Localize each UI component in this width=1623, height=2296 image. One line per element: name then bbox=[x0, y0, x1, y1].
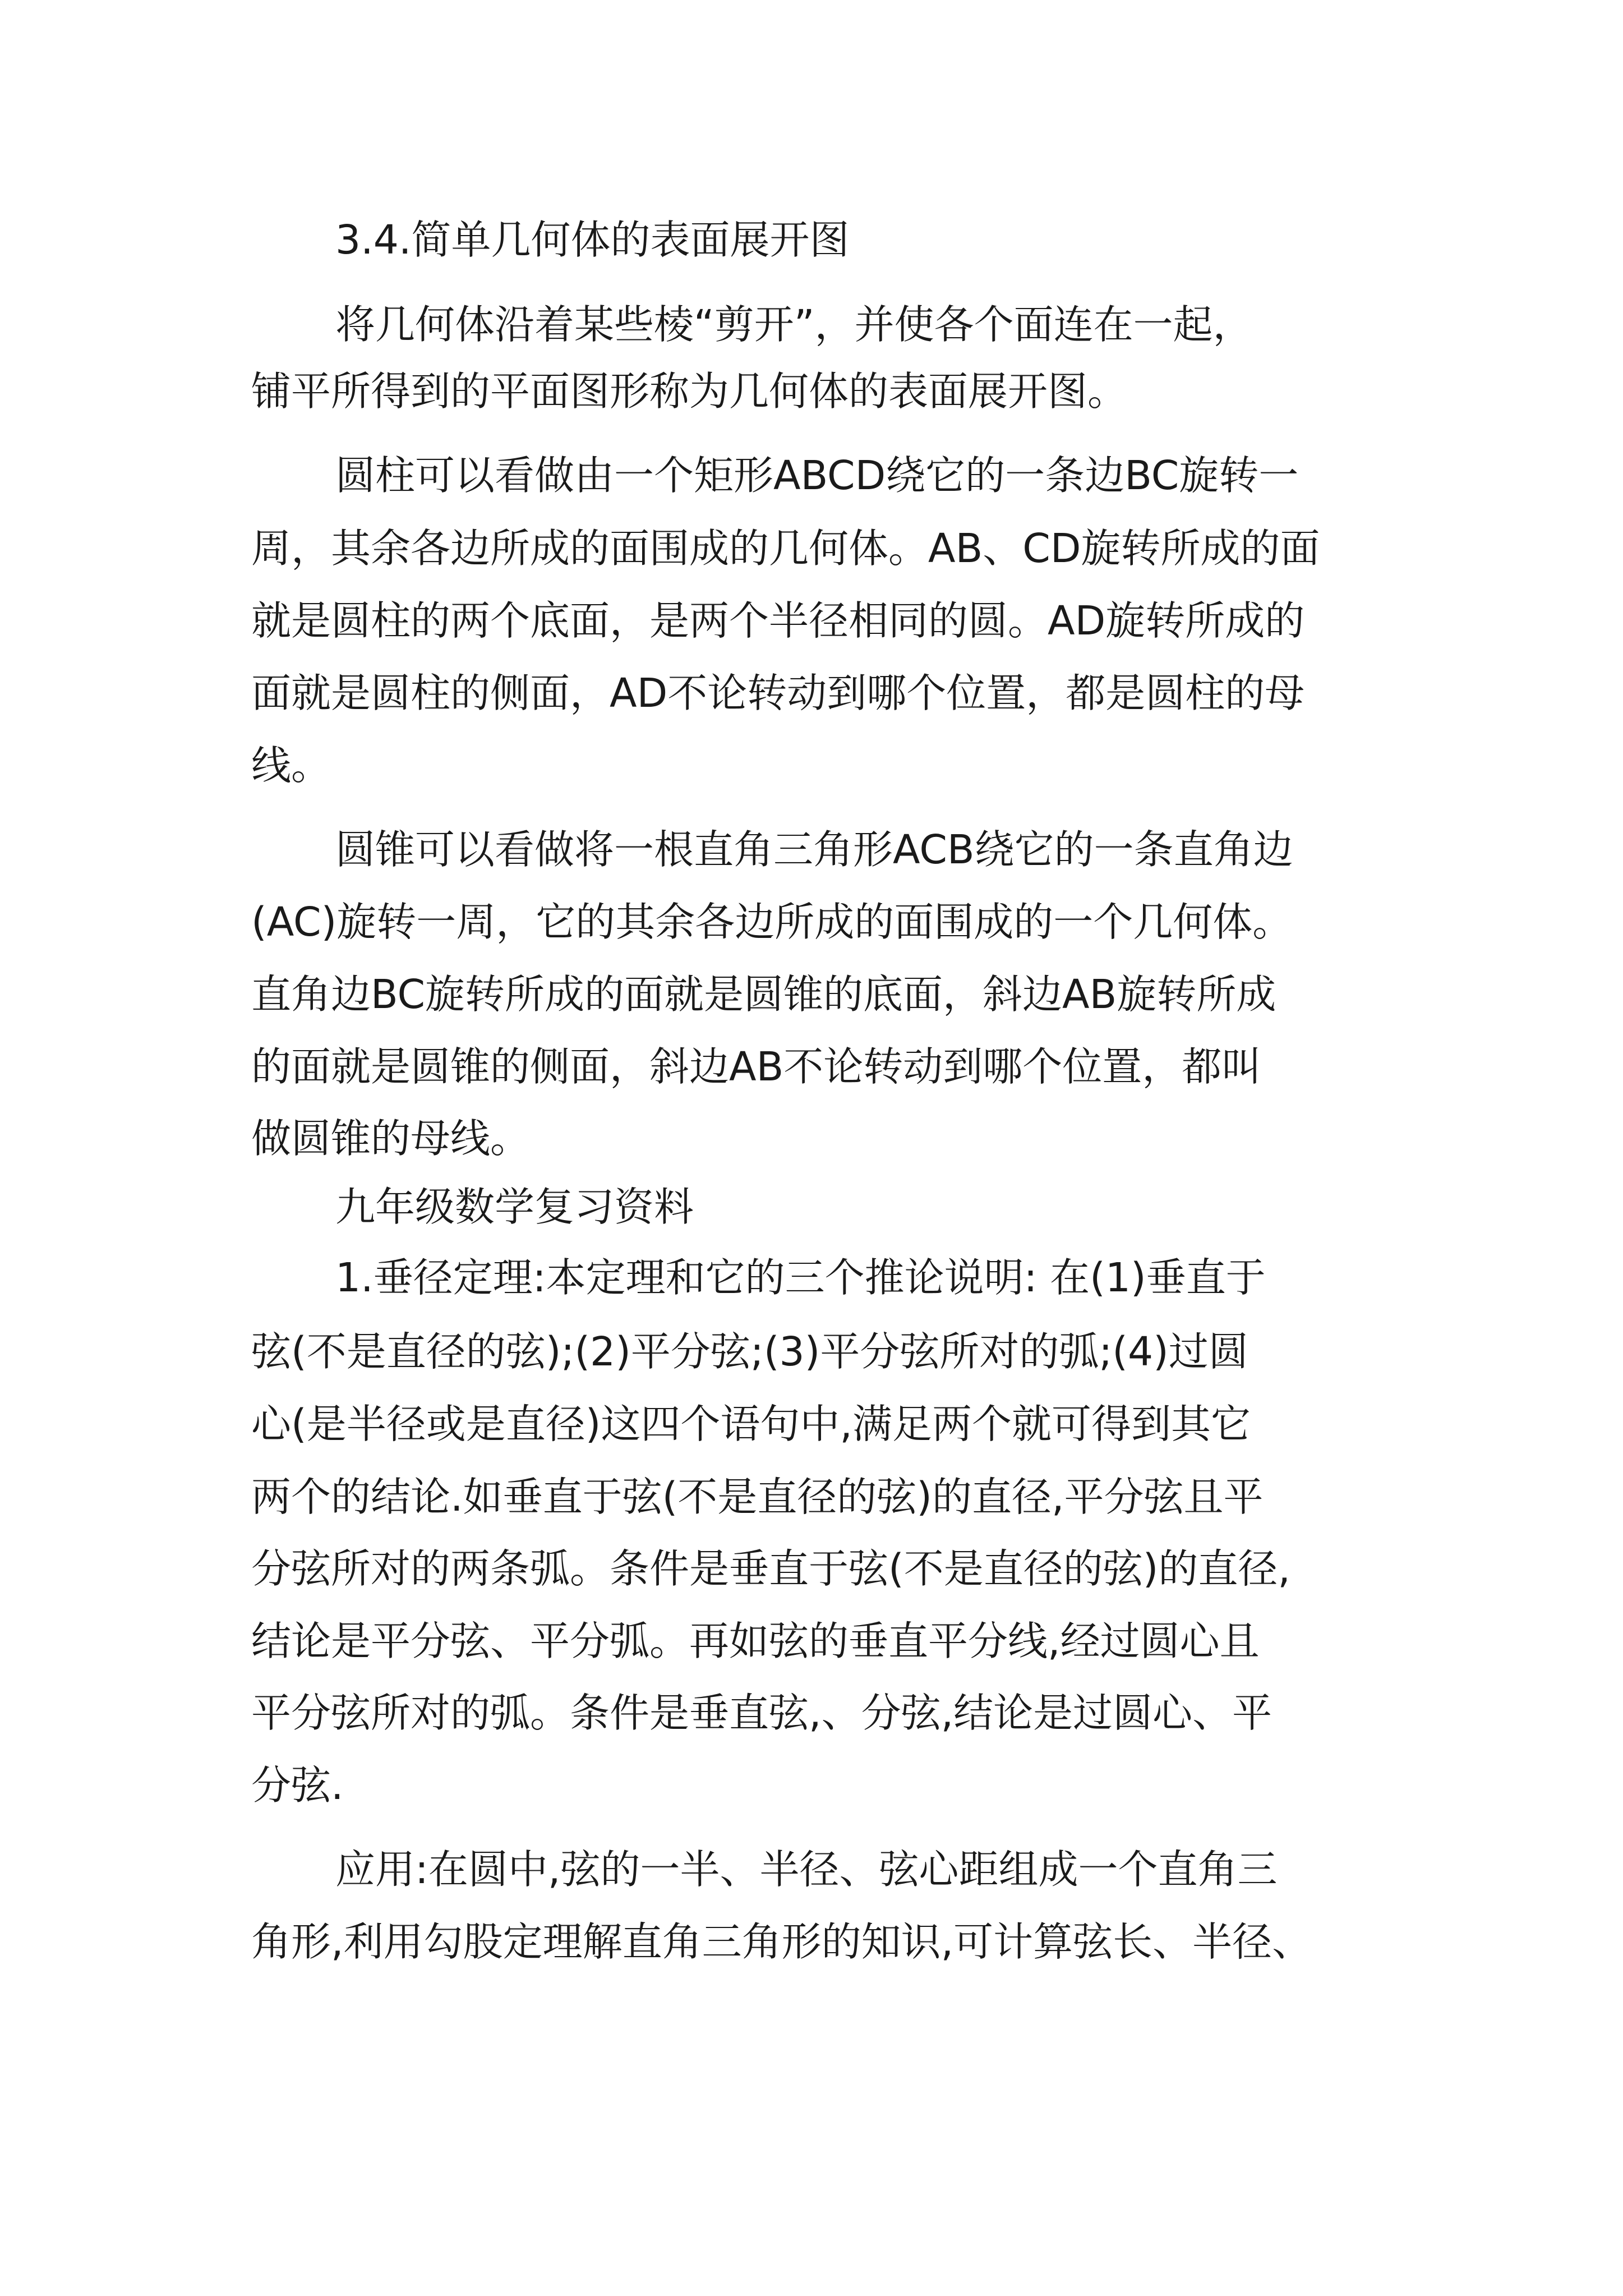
text-line: 应用:在圆中,弦的一半、半径、弦心距组成一个直角三 bbox=[335, 1846, 1278, 1893]
text-line: 结论是平分弦、平分弧。再如弦的垂直平分线,经过圆心且 bbox=[251, 1618, 1260, 1664]
text-line: 铺平所得到的平面图形称为几何体的表面展开图。 bbox=[251, 368, 1128, 415]
text-line: 分弦. bbox=[251, 1762, 344, 1809]
text-line: 周，其余各边所成的面围成的几何体。AB、CD旋转所成的面 bbox=[251, 525, 1320, 572]
text-line: 线。 bbox=[251, 742, 331, 789]
text-line: 面就是圆柱的侧面，AD不论转动到哪个位置，都是圆柱的母 bbox=[251, 670, 1305, 716]
text-line: (AC)旋转一周，它的其余各边所成的面围成的一个几何体。 bbox=[251, 899, 1293, 945]
section-heading: 九年级数学复习资料 bbox=[335, 1184, 694, 1230]
text-line: 心(是半径或是直径)这四个语句中,满足两个就可得到其它 bbox=[251, 1401, 1251, 1447]
text-line: 角形,利用勾股定理解直角三角形的知识,可计算弦长、半径、 bbox=[251, 1918, 1312, 1965]
text-line: 做圆锥的母线。 bbox=[251, 1115, 531, 1162]
text-line: 1.垂径定理:本定理和它的三个推论说明: 在(1)垂直于 bbox=[335, 1254, 1266, 1301]
text-line: 将几何体沿着某些棱“剪开”，并使各个面连在一起， bbox=[335, 301, 1253, 348]
text-line: 两个的结论.如垂直于弦(不是直径的弦)的直径,平分弦且平 bbox=[251, 1474, 1264, 1520]
text-line: 就是圆柱的两个底面，是两个半径相同的圆。AD旋转所成的 bbox=[251, 597, 1305, 644]
text-line: 直角边BC旋转所成的面就是圆锥的底面，斜边AB旋转所成 bbox=[251, 971, 1276, 1018]
text-line: 圆锥可以看做将一根直角三角形ACB绕它的一条直角边 bbox=[335, 826, 1293, 873]
text-line: 弦(不是直径的弦);(2)平分弦;(3)平分弦所对的弧;(4)过圆 bbox=[251, 1328, 1248, 1375]
text-line: 圆柱可以看做由一个矩形ABCD绕它的一条边BC旋转一 bbox=[335, 452, 1299, 499]
text-line: 分弦所对的两条弧。条件是垂直于弦(不是直径的弦)的直径, bbox=[251, 1545, 1290, 1592]
section-heading: 3.4.简单几何体的表面展开图 bbox=[335, 217, 850, 263]
text-line: 平分弦所对的弧。条件是垂直弦,、分弦,结论是过圆心、平 bbox=[251, 1690, 1272, 1736]
text-line: 的面就是圆锥的侧面，斜边AB不论转动到哪个位置，都叫 bbox=[251, 1043, 1262, 1090]
